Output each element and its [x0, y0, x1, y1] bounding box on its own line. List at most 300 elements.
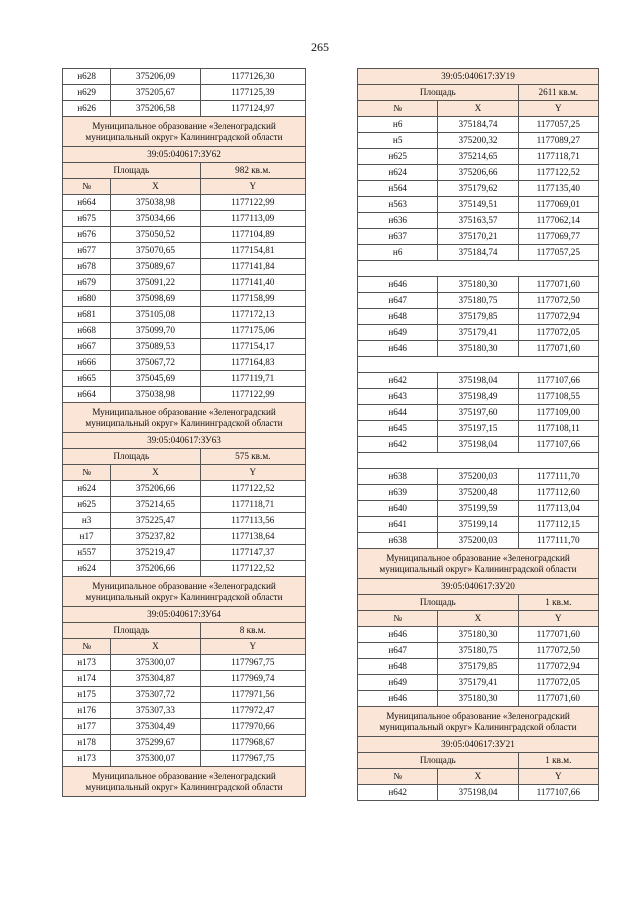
- coordinate-row: [63, 355, 306, 371]
- coordinate-row: [358, 165, 599, 181]
- point-number: н646: [358, 277, 438, 293]
- y-coordinate: 1177113,09: [200, 211, 305, 227]
- y-coordinate: 1177122,52: [200, 561, 305, 577]
- x-coordinate: 375089,53: [111, 339, 200, 355]
- x-coordinate: 375180,30: [438, 691, 518, 707]
- point-number: н645: [358, 421, 438, 437]
- x-coordinate: 375180,75: [438, 293, 518, 309]
- point-number: н638: [358, 469, 438, 485]
- area-label: Площадь: [63, 163, 201, 179]
- coordinate-row: [358, 373, 599, 389]
- y-coordinate: 1177111,70: [518, 469, 598, 485]
- y-coordinate: 1177158,99: [200, 291, 305, 307]
- y-coordinate: 1177122,52: [200, 481, 305, 497]
- point-number: н624: [63, 481, 111, 497]
- x-coordinate: 375200,48: [438, 485, 518, 501]
- y-header: Y: [200, 179, 305, 195]
- x-coordinate: 375179,85: [438, 659, 518, 675]
- parcel-row: [358, 579, 599, 595]
- y-coordinate: 1177107,66: [518, 437, 598, 453]
- coordinate-row: [63, 243, 306, 259]
- coordinate-row: [358, 213, 599, 229]
- point-number: н628: [63, 69, 111, 85]
- coordinate-row: [63, 307, 306, 323]
- y-coordinate: 1177069,77: [518, 229, 598, 245]
- point-number: н665: [63, 371, 111, 387]
- left-coordinates-table: [62, 68, 306, 797]
- y-coordinate: 1177968,67: [200, 735, 305, 751]
- point-number: н644: [358, 405, 438, 421]
- number-header: №: [358, 611, 438, 627]
- point-number: н173: [63, 751, 111, 767]
- y-coordinate: 1177057,25: [518, 245, 598, 261]
- area-row: [358, 753, 599, 769]
- x-coordinate: 375214,65: [438, 149, 518, 165]
- coordinate-row: [358, 389, 599, 405]
- coordinate-row: [358, 533, 599, 549]
- point-number: н639: [358, 485, 438, 501]
- coordinate-row: [358, 197, 599, 213]
- y-header: Y: [518, 101, 598, 117]
- column-header-row: [63, 639, 306, 655]
- right-coordinates-column: [357, 68, 599, 801]
- y-coordinate: 1177967,75: [200, 655, 305, 671]
- municipality-row: [63, 403, 306, 433]
- coordinate-row: [358, 469, 599, 485]
- x-coordinate: 375198,04: [438, 437, 518, 453]
- area-label: Площадь: [63, 449, 201, 465]
- y-coordinate: 1177112,60: [518, 485, 598, 501]
- x-coordinate: 375179,41: [438, 325, 518, 341]
- x-coordinate: 375091,22: [111, 275, 200, 291]
- point-number: н647: [358, 643, 438, 659]
- coordinate-row: [358, 181, 599, 197]
- coordinate-row: [63, 339, 306, 355]
- y-coordinate: 1177072,94: [518, 309, 598, 325]
- coordinate-row: [63, 497, 306, 513]
- empty-row: [358, 453, 599, 469]
- y-coordinate: 1177071,60: [518, 341, 598, 357]
- municipality-row: [358, 549, 599, 579]
- coordinate-row: [63, 323, 306, 339]
- point-number: н640: [358, 501, 438, 517]
- area-value: 982 кв.м.: [200, 163, 305, 179]
- coordinate-row: [63, 101, 306, 117]
- point-number: н638: [358, 533, 438, 549]
- parcel-row: [63, 433, 306, 449]
- point-number: н648: [358, 309, 438, 325]
- area-row: [63, 449, 306, 465]
- y-coordinate: 1177113,56: [200, 513, 305, 529]
- y-coordinate: 1177147,37: [200, 545, 305, 561]
- point-number: н625: [63, 497, 111, 513]
- point-number: н6: [358, 245, 438, 261]
- x-coordinate: 375179,41: [438, 675, 518, 691]
- y-coordinate: 1177135,40: [518, 181, 598, 197]
- x-coordinate: 375045,69: [111, 371, 200, 387]
- point-number: н667: [63, 339, 111, 355]
- x-coordinate: 375206,09: [111, 69, 200, 85]
- point-number: н646: [358, 691, 438, 707]
- coordinate-row: [358, 421, 599, 437]
- x-coordinate: 375105,08: [111, 307, 200, 323]
- coordinate-row: [63, 703, 306, 719]
- y-coordinate: 1177071,60: [518, 627, 598, 643]
- number-header: №: [358, 101, 438, 117]
- x-header: X: [111, 639, 200, 655]
- number-header: №: [63, 179, 111, 195]
- x-coordinate: 375200,32: [438, 133, 518, 149]
- x-coordinate: 375206,66: [111, 481, 200, 497]
- point-number: н666: [63, 355, 111, 371]
- x-coordinate: 375304,49: [111, 719, 200, 735]
- coordinate-row: [358, 341, 599, 357]
- coordinate-row: [358, 501, 599, 517]
- x-coordinate: 375038,98: [111, 195, 200, 211]
- coordinate-row: [63, 751, 306, 767]
- column-header-row: [63, 465, 306, 481]
- coordinate-row: [358, 437, 599, 453]
- y-coordinate: 1177154,17: [200, 339, 305, 355]
- y-coordinate: 1177141,40: [200, 275, 305, 291]
- y-header: Y: [200, 465, 305, 481]
- municipality-row: [63, 117, 306, 147]
- point-number: н647: [358, 293, 438, 309]
- y-coordinate: 1177164,83: [200, 355, 305, 371]
- y-coordinate: 1177122,52: [518, 165, 598, 181]
- point-number: н675: [63, 211, 111, 227]
- area-label: Площадь: [358, 85, 519, 101]
- y-coordinate: 1177967,75: [200, 751, 305, 767]
- x-coordinate: 375163,57: [438, 213, 518, 229]
- coordinate-row: [63, 259, 306, 275]
- point-number: н646: [358, 627, 438, 643]
- coordinate-row: [63, 545, 306, 561]
- coordinate-row: [63, 561, 306, 577]
- y-coordinate: 1177104,89: [200, 227, 305, 243]
- area-value: 575 кв.м.: [200, 449, 305, 465]
- x-header: X: [111, 465, 200, 481]
- area-label: Площадь: [358, 595, 519, 611]
- parcel-number: 39:05:040617:ЗУ20: [358, 579, 599, 595]
- coordinate-row: [63, 195, 306, 211]
- area-row: [63, 623, 306, 639]
- y-coordinate: 1177072,05: [518, 325, 598, 341]
- point-number: н177: [63, 719, 111, 735]
- municipality-name: Муниципальное образование «Зеленоградский муниципальный округ» Калининградской области: [63, 403, 306, 433]
- x-coordinate: 375206,66: [438, 165, 518, 181]
- area-value: 8 кв.м.: [200, 623, 305, 639]
- coordinate-row: [358, 643, 599, 659]
- parcel-row: [358, 69, 599, 85]
- empty-row: [358, 357, 599, 373]
- page-number: 265: [311, 40, 329, 54]
- area-value: 1 кв.м.: [518, 753, 598, 769]
- parcel-number: 39:05:040617:ЗУ21: [358, 737, 599, 753]
- y-coordinate: 1177969,74: [200, 671, 305, 687]
- point-number: н637: [358, 229, 438, 245]
- municipality-name: Муниципальное образование «Зеленоградский муниципальный округ» Калининградской области: [63, 767, 306, 797]
- coordinate-row: [358, 659, 599, 675]
- point-number: н625: [358, 149, 438, 165]
- point-number: н668: [63, 323, 111, 339]
- y-coordinate: 1177069,01: [518, 197, 598, 213]
- column-header-row: [358, 101, 599, 117]
- point-number: н642: [358, 785, 438, 801]
- right-coordinates-table: [357, 68, 599, 801]
- municipality-name: Муниципальное образование «Зеленоградский муниципальный округ» Калининградской области: [358, 549, 599, 579]
- parcel-number: 39:05:040617:ЗУ64: [63, 607, 306, 623]
- y-coordinate: 1177125,39: [200, 85, 305, 101]
- coordinate-row: [63, 735, 306, 751]
- coordinate-row: [63, 275, 306, 291]
- municipality-name: Муниципальное образование «Зеленоградский муниципальный округ» Калининградской области: [63, 577, 306, 607]
- area-label: Площадь: [358, 753, 519, 769]
- point-number: н676: [63, 227, 111, 243]
- x-coordinate: 375184,74: [438, 117, 518, 133]
- left-coordinates-column: [62, 68, 306, 797]
- y-coordinate: 1177141,84: [200, 259, 305, 275]
- point-number: н681: [63, 307, 111, 323]
- coordinate-row: [63, 655, 306, 671]
- parcel-number: 39:05:040617:ЗУ63: [63, 433, 306, 449]
- point-number: н680: [63, 291, 111, 307]
- y-coordinate: 1177138,64: [200, 529, 305, 545]
- area-value: 2611 кв.м.: [518, 85, 598, 101]
- x-coordinate: 375170,21: [438, 229, 518, 245]
- coordinate-row: [63, 481, 306, 497]
- x-coordinate: 375197,60: [438, 405, 518, 421]
- y-coordinate: 1177154,81: [200, 243, 305, 259]
- x-coordinate: 375200,03: [438, 533, 518, 549]
- y-header: Y: [200, 639, 305, 655]
- coordinate-row: [358, 293, 599, 309]
- x-coordinate: 375050,52: [111, 227, 200, 243]
- parcel-number: 39:05:040617:ЗУ19: [358, 69, 599, 85]
- empty-cell: [358, 453, 599, 469]
- area-label: Площадь: [63, 623, 201, 639]
- coordinate-row: [358, 325, 599, 341]
- y-header: Y: [518, 769, 598, 785]
- y-coordinate: 1177971,56: [200, 687, 305, 703]
- y-coordinate: 1177124,97: [200, 101, 305, 117]
- point-number: н176: [63, 703, 111, 719]
- coordinate-row: [358, 485, 599, 501]
- x-coordinate: 375089,67: [111, 259, 200, 275]
- point-number: н173: [63, 655, 111, 671]
- y-coordinate: 1177122,99: [200, 387, 305, 403]
- x-coordinate: 375179,62: [438, 181, 518, 197]
- point-number: н564: [358, 181, 438, 197]
- coordinate-row: [63, 719, 306, 735]
- x-coordinate: 375237,82: [111, 529, 200, 545]
- number-header: №: [63, 465, 111, 481]
- coordinate-row: [63, 387, 306, 403]
- x-coordinate: 375307,72: [111, 687, 200, 703]
- point-number: н642: [358, 373, 438, 389]
- y-coordinate: 1177072,94: [518, 659, 598, 675]
- point-number: н646: [358, 341, 438, 357]
- x-coordinate: 375200,03: [438, 469, 518, 485]
- x-coordinate: 375225,47: [111, 513, 200, 529]
- column-header-row: [358, 769, 599, 785]
- coordinate-row: [358, 277, 599, 293]
- point-number: н5: [358, 133, 438, 149]
- coordinate-row: [63, 211, 306, 227]
- coordinate-row: [358, 117, 599, 133]
- y-coordinate: 1177107,66: [518, 785, 598, 801]
- x-coordinate: 375206,58: [111, 101, 200, 117]
- x-header: X: [438, 101, 518, 117]
- point-number: н175: [63, 687, 111, 703]
- coordinate-row: [358, 133, 599, 149]
- point-number: н17: [63, 529, 111, 545]
- x-coordinate: 375099,70: [111, 323, 200, 339]
- x-coordinate: 375198,04: [438, 373, 518, 389]
- coordinate-row: [358, 405, 599, 421]
- x-coordinate: 375098,69: [111, 291, 200, 307]
- point-number: н664: [63, 195, 111, 211]
- x-coordinate: 375205,67: [111, 85, 200, 101]
- parcel-row: [358, 737, 599, 753]
- y-coordinate: 1177118,71: [200, 497, 305, 513]
- x-coordinate: 375180,30: [438, 341, 518, 357]
- y-coordinate: 1177072,50: [518, 643, 598, 659]
- point-number: н677: [63, 243, 111, 259]
- point-number: н648: [358, 659, 438, 675]
- y-coordinate: 1177119,71: [200, 371, 305, 387]
- x-coordinate: 375180,75: [438, 643, 518, 659]
- y-coordinate: 1177057,25: [518, 117, 598, 133]
- y-coordinate: 1177108,55: [518, 389, 598, 405]
- y-coordinate: 1177111,70: [518, 533, 598, 549]
- point-number: н626: [63, 101, 111, 117]
- y-header: Y: [518, 611, 598, 627]
- area-value: 1 кв.м.: [518, 595, 598, 611]
- point-number: н641: [358, 517, 438, 533]
- point-number: н563: [358, 197, 438, 213]
- x-coordinate: 375038,98: [111, 387, 200, 403]
- coordinate-row: [358, 309, 599, 325]
- x-coordinate: 375197,15: [438, 421, 518, 437]
- municipality-name: Муниципальное образование «Зеленоградский муниципальный округ» Калининградской области: [358, 707, 599, 737]
- x-coordinate: 375300,07: [111, 751, 200, 767]
- y-coordinate: 1177122,99: [200, 195, 305, 211]
- x-header: X: [438, 769, 518, 785]
- x-coordinate: 375199,14: [438, 517, 518, 533]
- y-coordinate: 1177970,66: [200, 719, 305, 735]
- y-coordinate: 1177108,11: [518, 421, 598, 437]
- y-coordinate: 1177126,30: [200, 69, 305, 85]
- point-number: н624: [63, 561, 111, 577]
- x-coordinate: 375180,30: [438, 627, 518, 643]
- column-header-row: [63, 179, 306, 195]
- coordinate-row: [63, 85, 306, 101]
- coordinate-row: [358, 229, 599, 245]
- coordinate-row: [358, 785, 599, 801]
- parcel-number: 39:05:040617:ЗУ62: [63, 147, 306, 163]
- number-header: №: [358, 769, 438, 785]
- x-header: X: [438, 611, 518, 627]
- x-coordinate: 375299,67: [111, 735, 200, 751]
- x-coordinate: 375304,87: [111, 671, 200, 687]
- point-number: н679: [63, 275, 111, 291]
- x-coordinate: 375219,47: [111, 545, 200, 561]
- point-number: н636: [358, 213, 438, 229]
- x-header: X: [111, 179, 200, 195]
- area-row: [358, 595, 599, 611]
- x-coordinate: 375070,65: [111, 243, 200, 259]
- x-coordinate: 375300,07: [111, 655, 200, 671]
- point-number: н6: [358, 117, 438, 133]
- x-coordinate: 375149,51: [438, 197, 518, 213]
- y-coordinate: 1177112,15: [518, 517, 598, 533]
- empty-cell: [358, 357, 599, 373]
- point-number: н629: [63, 85, 111, 101]
- coordinate-row: [63, 687, 306, 703]
- parcel-row: [63, 607, 306, 623]
- coordinate-row: [63, 69, 306, 85]
- point-number: н664: [63, 387, 111, 403]
- point-number: н643: [358, 389, 438, 405]
- x-coordinate: 375199,59: [438, 501, 518, 517]
- point-number: н3: [63, 513, 111, 529]
- y-coordinate: 1177118,71: [518, 149, 598, 165]
- x-coordinate: 375184,74: [438, 245, 518, 261]
- point-number: н178: [63, 735, 111, 751]
- x-coordinate: 375307,33: [111, 703, 200, 719]
- y-coordinate: 1177089,27: [518, 133, 598, 149]
- area-row: [358, 85, 599, 101]
- empty-cell: [358, 261, 599, 277]
- y-coordinate: 1177072,50: [518, 293, 598, 309]
- coordinate-row: [358, 627, 599, 643]
- coordinate-row: [63, 227, 306, 243]
- coordinate-row: [63, 529, 306, 545]
- coordinate-row: [358, 245, 599, 261]
- point-number: н649: [358, 325, 438, 341]
- area-row: [63, 163, 306, 179]
- coordinate-row: [358, 149, 599, 165]
- x-coordinate: 375198,04: [438, 785, 518, 801]
- x-coordinate: 375206,66: [111, 561, 200, 577]
- point-number: н649: [358, 675, 438, 691]
- y-coordinate: 1177071,60: [518, 691, 598, 707]
- municipality-name: Муниципальное образование «Зеленоградский муниципальный округ» Калининградской области: [63, 117, 306, 147]
- municipality-row: [358, 707, 599, 737]
- coordinate-row: [63, 371, 306, 387]
- number-header: №: [63, 639, 111, 655]
- y-coordinate: 1177062,14: [518, 213, 598, 229]
- point-number: н174: [63, 671, 111, 687]
- y-coordinate: 1177109,00: [518, 405, 598, 421]
- empty-row: [358, 261, 599, 277]
- coordinate-row: [358, 675, 599, 691]
- y-coordinate: 1177072,05: [518, 675, 598, 691]
- y-coordinate: 1177113,04: [518, 501, 598, 517]
- x-coordinate: 375067,72: [111, 355, 200, 371]
- municipality-row: [63, 767, 306, 797]
- y-coordinate: 1177172,13: [200, 307, 305, 323]
- y-coordinate: 1177107,66: [518, 373, 598, 389]
- x-coordinate: 375214,65: [111, 497, 200, 513]
- parcel-row: [63, 147, 306, 163]
- point-number: н624: [358, 165, 438, 181]
- y-coordinate: 1177972,47: [200, 703, 305, 719]
- x-coordinate: 375180,30: [438, 277, 518, 293]
- point-number: н642: [358, 437, 438, 453]
- coordinate-row: [358, 691, 599, 707]
